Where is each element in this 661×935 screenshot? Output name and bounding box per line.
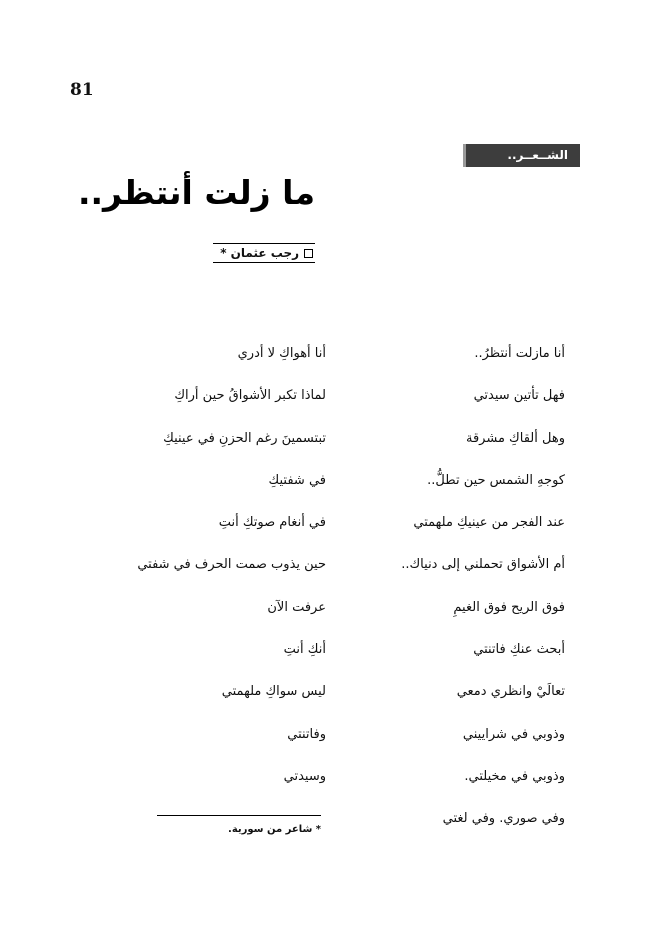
poem-line: في شفتيكِ [268,472,326,488]
poem-line: فوق الريح فوق الغيمِ [453,599,565,615]
poem-line: أبحث عنكِ فاتنتي [473,642,565,658]
poem-line: وذوبي في مخيلتي. [464,768,565,784]
poem-line: فهل تأتين سيدتي [473,388,565,404]
poem-line: عرفت الآن [267,599,326,615]
footnote-divider [157,815,321,816]
poem-column-right [401,333,565,841]
poem-line: وذوبي في شراييني [462,726,565,742]
poem-column-left [137,333,326,798]
footnote: * شاعر من سورية. [228,824,321,835]
square-bullet-icon [304,249,313,258]
poem-line: كوجهِ الشمس حين تطلُّ.. [427,472,565,488]
author-byline [213,243,315,263]
poem-line: وفي صوري. وفي لغتي [442,811,565,827]
poem-line: لماذا تكبر الأشواقُ حين أراكِ [174,388,326,404]
page-number: 81 [70,80,94,100]
poem-line: تعالَيْ وانظري دمعي [456,684,565,700]
poem-line: أم الأشواق تحملني إلى دنياك.. [401,557,565,573]
section-tab: الشــعــر.. [463,144,580,167]
poem-line: ليس سواكِ ملهمتي [221,684,326,700]
poem-line: أنا مازلت أنتظرُ.. [474,346,565,361]
poem-line: وفاتنتي [287,726,326,742]
poem-title: ما زلت أنتظر.. [77,173,315,212]
poem-line: وهل ألقاكِ مشرقة [466,430,565,446]
poem-line: تبتسمينَ رغم الحزنِ في عينيكِ [163,430,326,446]
poem-line: أنكِ أنتِ [283,642,326,658]
poem-line: أنا أهواكِ لا أدري [237,346,326,361]
poem-line: وسيدتي [283,768,326,784]
poem-line: حين يذوب صمت الحرف في شفتي [137,557,326,573]
poem-line: عند الفجر من عينيكِ ملهمتي [413,515,565,531]
poem-line: في أنغام صوتكِ أنتِ [218,515,326,531]
author-name: رجب عثمان * [220,246,299,260]
